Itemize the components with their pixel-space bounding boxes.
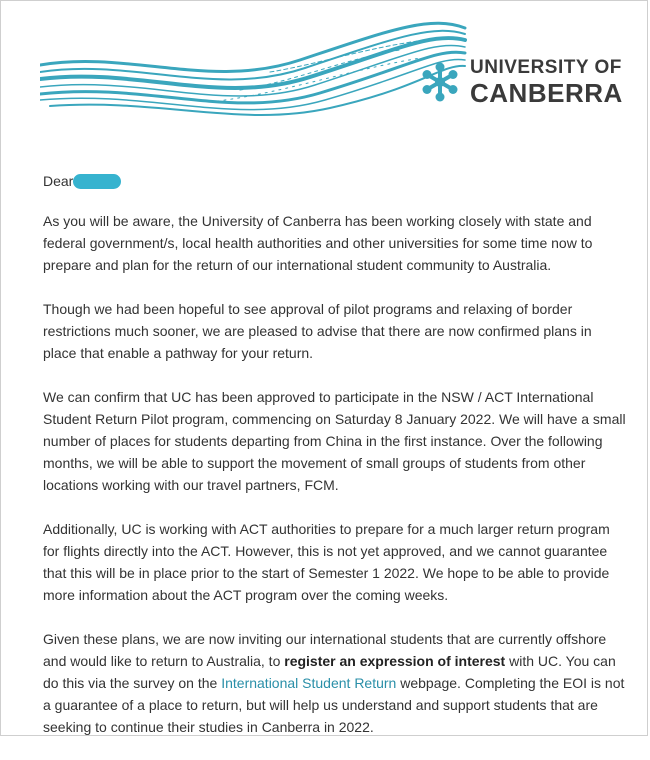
paragraph: Though we had been hopeful to see approval of pilot programs and relaxing of border restrictions much sooner, we are pleased to advise that there are now confirmed plans in place that enable a pathway for your return.: [43, 301, 592, 361]
paragraph: As you will be aware, the University of Canberra has been working closely with state and federal government/s, local health authorities and other universities for some time now to prepare and plan for the return of our international student community to Australia.: [43, 213, 593, 273]
letterhead: [0, 0, 650, 150]
international-student-return-link[interactable]: International Student Return: [221, 675, 397, 691]
logo-line-1: UNIVERSITY OF: [470, 57, 622, 78]
paragraph: We can confirm that UC has been approved to participate in the NSW / ACT International Student Return Pilot program, commencing on Saturday 8 January 2022. We will have a small number of places for students departing from China in the first instance. Over the following months, we will be able to support the movement of small groups of students from other locations working with our travel partners, FCM.: [43, 389, 626, 493]
logo-line-2: CANBERRA: [470, 78, 623, 108]
eoi-text-1: Given these plans, we are now inviting our international students that are currently offshore and would like to return to Australia, to: [43, 631, 607, 669]
eoi-text-2: with UC. You can do this via the survey on the: [43, 653, 616, 691]
wave-graphic: [40, 20, 470, 130]
paragraph-eoi: [43, 628, 628, 738]
greeting-text: Dear: [43, 173, 74, 189]
snowflake-icon: [418, 60, 462, 104]
eoi-text-3: webpage. Completing the EOI is not a guarantee of a place to return, but will help us understand and support students that are seeking to continue their studies in Canberra in 2022.: [43, 675, 625, 735]
greeting: [43, 170, 628, 192]
letter-body: [43, 170, 628, 760]
redacted-name: [73, 174, 121, 189]
eoi-bold: register an expression of interest: [284, 653, 506, 669]
university-logo: [418, 58, 623, 106]
paragraph: Additionally, UC is working with ACT authorities to prepare for a much larger return program for flights directly into the ACT. However, this is not yet approved, and we cannot guarantee that this will be in place prior to the start of Semester 1 2022. We hope to be able to provide more information about the ACT program over the coming weeks.: [43, 521, 610, 603]
